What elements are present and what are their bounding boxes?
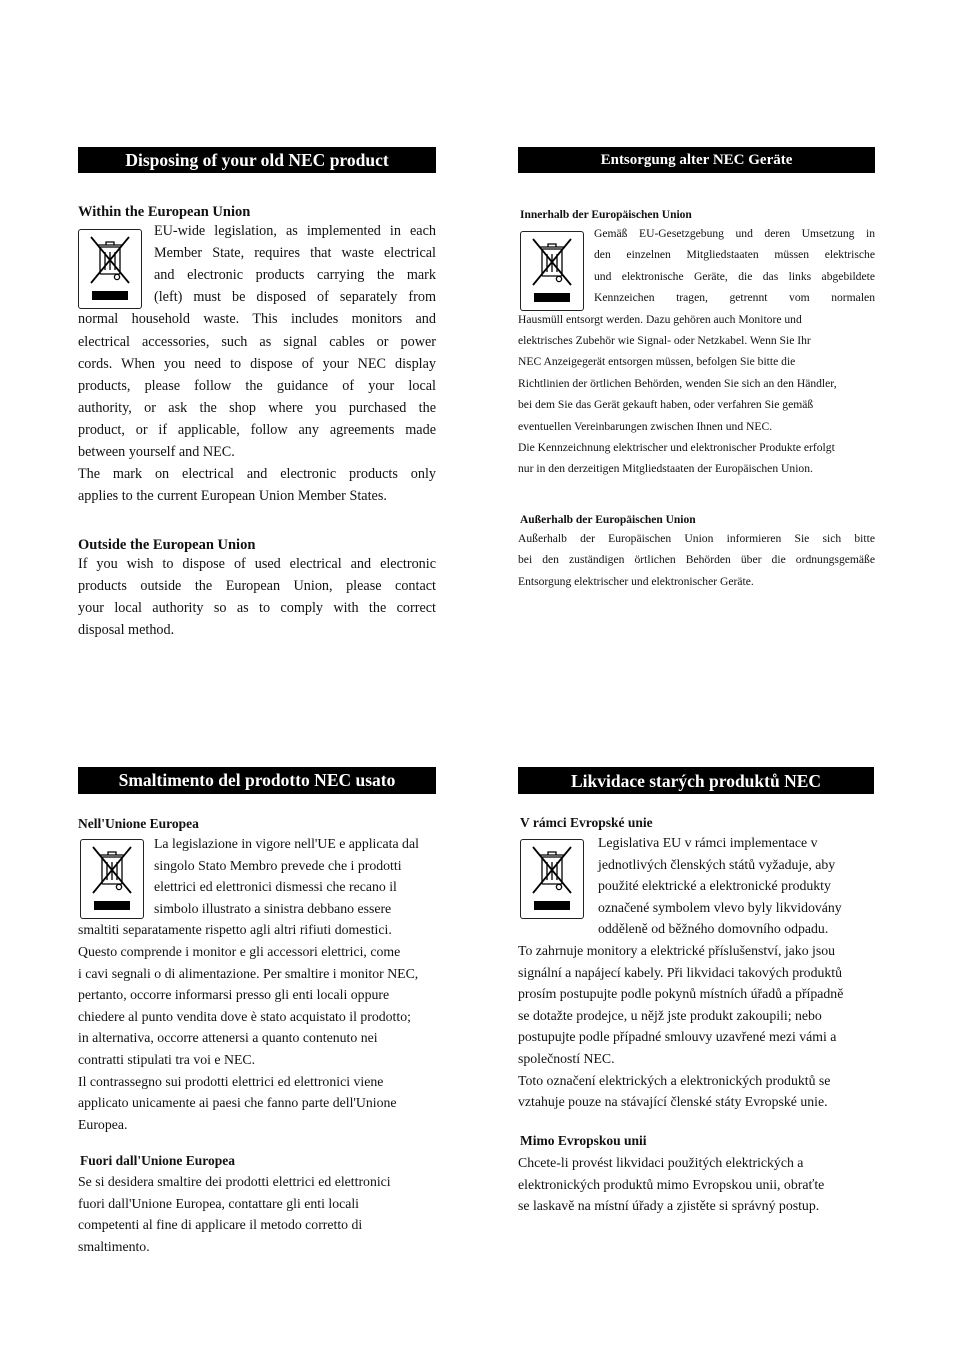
text-line: smaltiti separatamente rispetto agli altri rifiuti domestici. (78, 922, 392, 938)
text-line: použité elektrické a elektronické produkty (598, 878, 831, 894)
text-line: between yourself and NEC. (78, 444, 235, 460)
text-line: Se si desidera smaltire dei prodotti elettrici ed elettronici (78, 1174, 391, 1189)
text-line: EU-wide legislation, as implemented in each (154, 223, 436, 239)
text-line: Chcete-li provést likvidaci použitých elektrických a (518, 1155, 804, 1170)
text-line: Member State, requires that waste electrical (154, 245, 436, 262)
text-line: společností NEC. (518, 1051, 615, 1066)
crossed-out-wheeled-bin-icon (81, 840, 143, 918)
text-line: contratti stipulati tra voi e NEC. (78, 1052, 256, 1067)
text-line: competenti al fine di applicare il metodo corretto di (78, 1217, 363, 1233)
text-line: postupujte podle případné smlouvy uzavřené mezi vámi a (518, 1029, 837, 1045)
text-line: Entsorgung elektrischer und elektronischer Geräte. (518, 574, 754, 588)
weee-symbol (520, 231, 584, 311)
text-line: cords. When you need to dispose of your NEC display (78, 355, 436, 372)
text-line: signální a napájecí kabely. Při likvidaci takových produktů (518, 964, 843, 980)
text-line: Toto označení elektrických a elektronických produktů se (518, 1072, 831, 1088)
text-line: products, please follow the guidance of your local (78, 377, 436, 394)
text-line: Kennzeichen tragen, getrennt vom normalen (594, 291, 875, 305)
text-line: und elektronische Geräte, die das links abgebildete (594, 269, 875, 283)
crossed-out-wheeled-bin-icon (79, 230, 141, 308)
text-line: elettrici ed elettronici dismessi che recano il (154, 879, 397, 895)
text-line: Gemäß EU-Gesetzgebung und deren Umsetzung in (594, 227, 875, 240)
text-line: authority, or ask the shop where you purchased the (78, 399, 436, 416)
text-line: electrical accessories, such as signal cables or power (78, 333, 436, 350)
text-line: eventuellen Vereinbarungen zwischen Ihnen und NEC. (518, 419, 773, 433)
section-german (518, 147, 875, 607)
text-line: jednotlivých členských států vyžaduje, aby (598, 856, 836, 872)
section-italian (78, 767, 438, 1267)
text-line: and electronic products carrying the mark (154, 267, 436, 284)
text-line: products outside the European Union, please contact (78, 578, 436, 595)
subheading-outside-eu: Außerhalb der Europäischen Union (520, 514, 696, 526)
section-title: Likvidace starých produktů NEC (518, 767, 874, 794)
weee-symbol (78, 229, 142, 309)
section-english (78, 147, 436, 647)
section-title: Entsorgung alter NEC Geräte (518, 147, 875, 173)
text-line: If you wish to dispose of used electrical and electronic (78, 556, 436, 572)
subheading-outside-eu: Mimo Evropskou unii (520, 1133, 647, 1148)
text-line: prosím postupujte podle pokynů místních úřadů a případně (518, 986, 844, 1002)
text-line: simbolo illustrato a sinistra debbano essere (154, 900, 392, 916)
text-line: smaltimento. (78, 1238, 150, 1254)
text-line: your local authority so as to comply with the correct (78, 600, 436, 617)
text-line: To zahrnuje monitory a elektrické příslušenství, jako jsou (518, 943, 836, 958)
text-line: bei dem Sie das Gerät gekauft haben, oder verfahren Sie gemäß (518, 398, 814, 412)
text-line: disposal method. (78, 622, 175, 639)
section-title: Disposing of your old NEC product (78, 147, 436, 173)
section-czech (518, 767, 874, 1227)
subheading-outside-eu: Outside the European Union (78, 537, 256, 553)
text-line: Außerhalb der Europäischen Union informieren Sie sich bitte (518, 532, 875, 545)
section-title: Smaltimento del prodotto NEC usato (78, 767, 436, 794)
text-line: nur in den derzeitigen Mitgliedstaaten der Europäischen Union. (518, 462, 813, 476)
text-line: (left) must be disposed of separately from (154, 289, 436, 306)
crossed-out-wheeled-bin-icon (521, 232, 583, 310)
text-line: applicato unicamente ai paesi che fanno parte dell'Unione (78, 1095, 397, 1111)
text-line: Die Kennzeichnung elektrischer und elektronischer Produkte erfolgt (518, 441, 835, 454)
text-line: se laskavě na místní úřady a zjistěte si správný postup. (518, 1198, 820, 1214)
text-line: La legislazione in vigore nell'UE e applicata dal (154, 836, 419, 851)
subheading-within-eu: Nell'Unione Europea (78, 816, 199, 831)
text-line: vztahuje pouze na stávající členské státy Evropské unie. (518, 1094, 828, 1110)
text-line: fuori dall'Unione Europea, contattare gli enti locali (78, 1195, 360, 1211)
subheading-outside-eu: Fuori dall'Unione Europea (80, 1153, 236, 1168)
crossed-out-wheeled-bin-icon (521, 840, 583, 918)
subheading-within-eu: Innerhalb der Europäischen Union (520, 209, 692, 221)
text-line: product, or if applicable, follow any agreements made (78, 421, 436, 438)
text-line: bei den zuständigen örtlichen Behörden über die ordnungsgemäße (518, 553, 875, 567)
text-line: in alternativa, occorre attenersi a quanto contenuto nei (78, 1030, 378, 1046)
text-line: Questo comprende i monitor e gli accessori elettrici, come (78, 944, 401, 959)
weee-symbol (520, 839, 584, 919)
text-line: singolo Stato Membro prevede che i prodotti (154, 857, 402, 873)
text-line: Richtlinien der örtlichen Behörden, wenden Sie sich an den Händler, (518, 376, 837, 390)
text-line: Hausmüll entsorgt werden. Dazu gehören auch Monitore und (518, 312, 802, 326)
text-line: Legislativa EU v rámci implementace v (598, 835, 818, 850)
text-line: den einzelnen Mitgliedstaaten müssen elektrische (594, 248, 875, 262)
text-line: pertanto, occorre informarsi presso gli enti locali oppure (78, 987, 390, 1003)
text-line: se dotažte prodejce, u nějž jste produkt zakoupili; nebo (518, 1007, 822, 1023)
text-line: applies to the current European Union Member States. (78, 488, 387, 505)
text-line: NEC Anzeigegerät entsorgen müssen, befolgen Sie bitte die (518, 355, 796, 369)
text-line: chiedere al punto vendita dove è stato acquistato il prodotto; (78, 1008, 411, 1024)
text-line: normal household waste. This includes monitors and (78, 311, 436, 328)
text-line: Europea. (78, 1116, 128, 1132)
text-line: elektronických produktů mimo Evropskou unii, obraťte (518, 1176, 825, 1192)
text-line: odděleně od běžného domovního odpadu. (598, 921, 829, 937)
subheading-within-eu: Within the European Union (78, 204, 251, 220)
text-line: Il contrassegno sui prodotti elettrici ed elettronici viene (78, 1073, 384, 1089)
text-line: i cavi segnali o di alimentazione. Per smaltire i monitor NEC, (78, 965, 419, 981)
text-line: The mark on electrical and electronic products only (78, 466, 436, 483)
weee-symbol (80, 839, 144, 919)
text-line: elektrisches Zubehör wie Signal- oder Netzkabel. Wenn Sie Ihr (518, 334, 811, 347)
subheading-within-eu: V rámci Evropské unie (520, 815, 653, 830)
text-line: označené symbolem vlevo byly likvidovány (598, 899, 842, 915)
